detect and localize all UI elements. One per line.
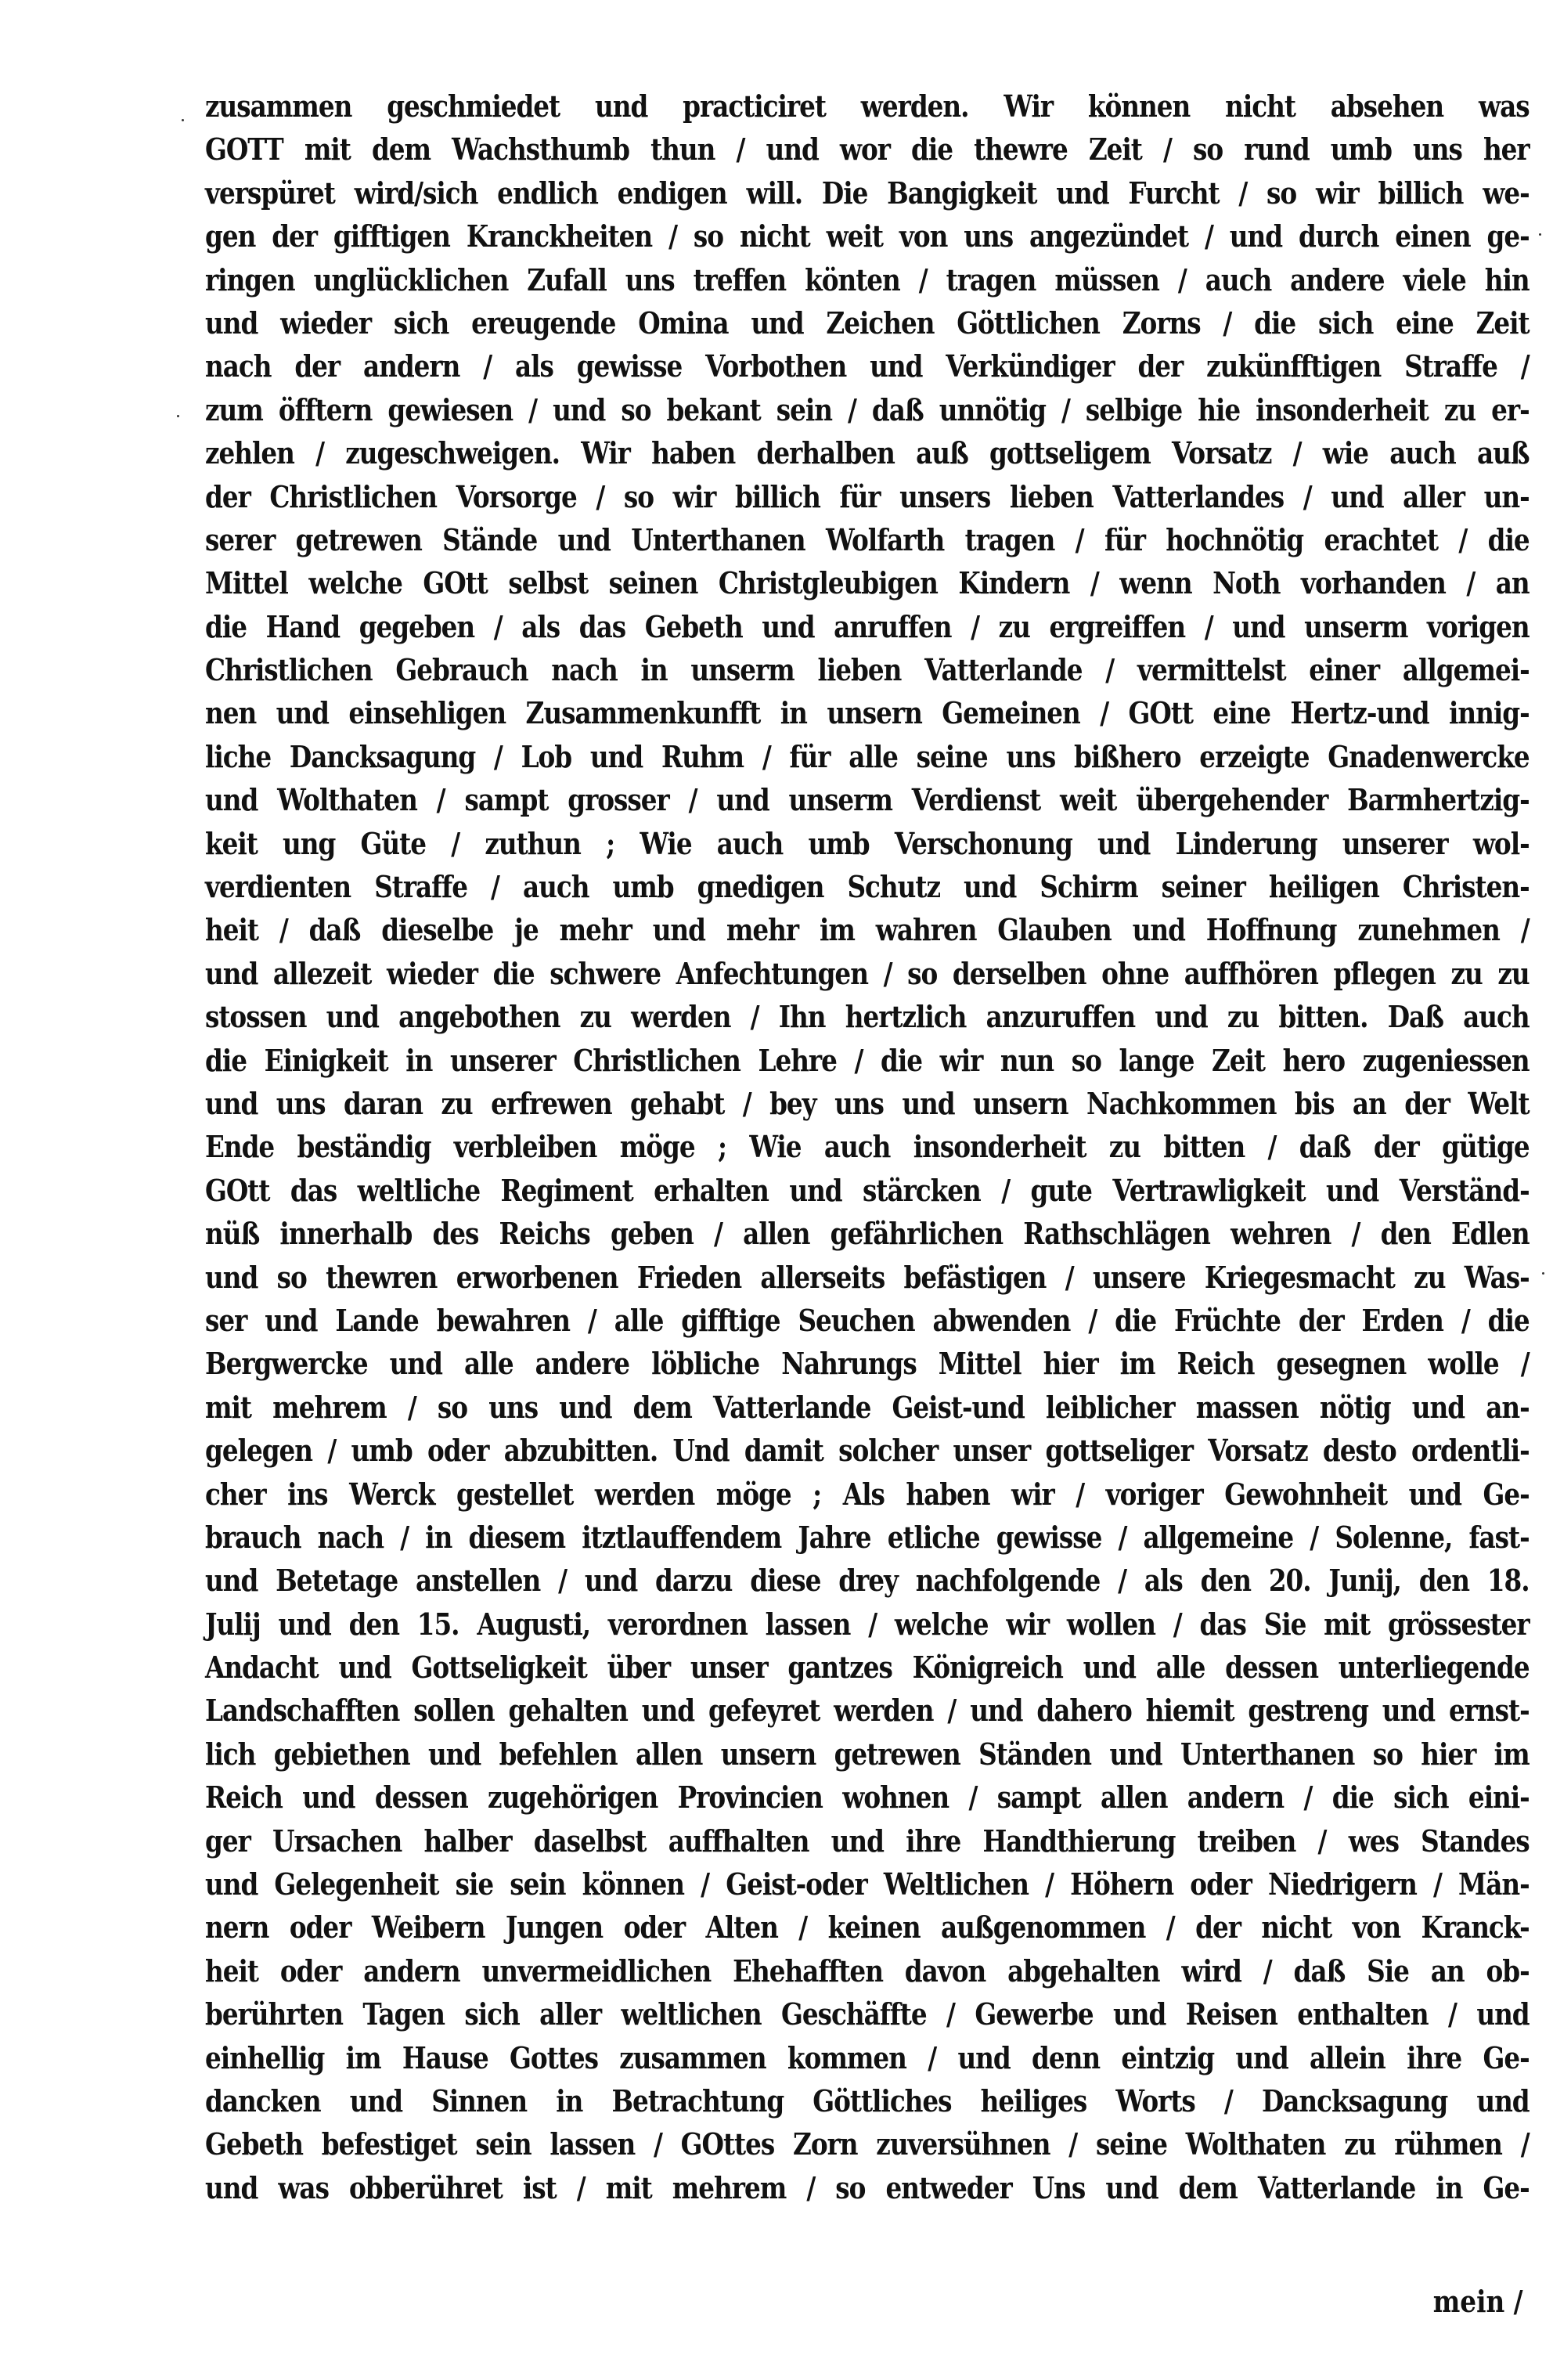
text-line: GOTT mit dem Wachsthumb thun / und wor die thewre Zeit / so rund umb uns her [205, 132, 1530, 168]
text-line: gelegen / umb oder abzubitten. Und damit solcher unser gottseliger Vorsatz desto ordentli- [205, 1433, 1530, 1469]
text-line: und uns daran zu erfrewen gehabt / bey uns und unsern Nachkommen bis an der Welt [205, 1085, 1530, 1121]
text-line: GOtt das weltliche Regiment erhalten und stärcken / gute Vertrawligkeit und Verständ- [205, 1172, 1530, 1208]
catchword: mein / [1433, 2284, 1523, 2319]
text-line: und Wolthaten / sampt grosser / und unserm Verdienst weit übergehender Barmhertzig- [205, 782, 1530, 818]
text-line: cher ins Werck gestellet werden möge ; Als haben wir / voriger Gewohnheit und Ge- [205, 1476, 1530, 1512]
text-line: Julij und den 15. Augusti, verordnen lassen / welche wir wollen / das Sie mit grössester [205, 1606, 1530, 1642]
text-line: Reich und dessen zugehörigen Provincien wohnen / sampt allen andern / die sich eini- [205, 1780, 1530, 1816]
text-line: die Hand gegeben / als das Gebeth und anruffen / zu ergreiffen / und unserm vorigen [205, 608, 1530, 644]
text-line: nern oder Weibern Jungen oder Alten / keinen außgenommen / der nicht von Kranck- [205, 1909, 1530, 1945]
text-line: und wieder sich ereugende Omina und Zeichen Göttlichen Zorns / die sich eine Zeit [205, 305, 1530, 341]
text-line: berührten Tagen sich aller weltlichen Geschäffte / Gewerbe und Reisen enthalten / und [205, 1996, 1530, 2032]
print-speck [1539, 233, 1541, 236]
text-line: und was obberühret ist / mit mehrem / so entweder Uns und dem Vatterlande in Ge- [205, 2169, 1530, 2205]
text-line: nach der andern / als gewisse Vorbothen und Verkündiger der zukünfftigen Straffe / [205, 348, 1530, 384]
text-line: ringen unglücklichen Zufall uns treffen könten / tragen müssen / auch andere viele hin [205, 261, 1530, 298]
text-line: Ende beständig verbleiben möge ; Wie auch insonderheit zu bitten / daß der gütige [205, 1129, 1530, 1165]
text-line: ger Ursachen halber daselbst auffhalten und ihre Handthierung treiben / wes Standes [205, 1823, 1530, 1859]
text-line: und so thewren erworbenen Frieden allerseits befästigen / unsere Kriegesmacht zu Was- [205, 1259, 1530, 1295]
text-line: und Betetage anstellen / und darzu diese drey nachfolgende / als den 20. Junij, den 18. [205, 1563, 1530, 1599]
text-line: gen der gifftigen Kranckheiten / so nicht weit von uns angezündet / und durch einen ge- [205, 218, 1530, 254]
text-line: der Christlichen Vorsorge / so wir billich für unsers lieben Vatterlandes / und aller un- [205, 478, 1530, 514]
text-line: zehlen / zugeschweigen. Wir haben derhalben auß gottseligem Vorsatz / wie auch auß [205, 435, 1530, 471]
text-line: zusammen geschmiedet und practiciret werden. Wir können nicht absehen was [205, 88, 1530, 124]
text-line: heit / daß dieselbe je mehr und mehr im wahren Glauben und Hoffnung zunehmen / [205, 912, 1530, 948]
text-line: Bergwercke und alle andere löbliche Nahrungs Mittel hier im Reich gesegnen wolle / [205, 1346, 1530, 1382]
text-line: verdienten Straffe / auch umb gnedigen Schutz und Schirm seiner heiligen Christen- [205, 869, 1530, 905]
text-line: und Gelegenheit sie sein können / Geist-oder Weltlichen / Höhern oder Niedrigern / Män- [205, 1866, 1530, 1902]
text-line: nüß innerhalb des Reichs geben / allen gefährlichen Rathschlägen wehren / den Edlen [205, 1216, 1530, 1252]
body-text [205, 85, 1530, 2209]
text-line: ser und Lande bewahren / alle gifftige Seuchen abwenden / die Früchte der Erden / die [205, 1302, 1530, 1338]
text-line: brauch nach / in diesem itztlauffendem Jahre etliche gewisse / allgemeine / Solenne, fast- [205, 1519, 1530, 1555]
print-speck [182, 119, 184, 121]
text-line: keit ung Güte / zuthun ; Wie auch umb Verschonung und Linderung unserer wol- [205, 825, 1530, 861]
text-line: Andacht und Gottseligkeit über unser gantzes Königreich und alle dessen unterliegende [205, 1650, 1530, 1686]
text-line: Christlichen Gebrauch nach in unserm lieben Vatterlande / vermittelst einer allgemei- [205, 652, 1530, 688]
text-line: die Einigkeit in unserer Christlichen Lehre / die wir nun so lange Zeit hero zugeniessen [205, 1042, 1530, 1078]
text-line: Landschafften sollen gehalten und gefeyret werden / und dahero hiemit gestreng und ernst- [205, 1693, 1530, 1729]
text-line: und allezeit wieder die schwere Anfechtungen / so derselben ohne auffhören pflegen zu zu [205, 955, 1530, 991]
text-line: Mittel welche GOtt selbst seinen Christgleubigen Kindern / wenn Noth vorhanden / an [205, 565, 1530, 601]
print-speck [177, 415, 179, 417]
text-line: nen und einsehligen Zusammenkunfft in unsern Gemeinen / GOtt eine Hertz-und innig- [205, 695, 1530, 731]
text-line: Gebeth befestiget sein lassen / GOttes Zorn zuversühnen / seine Wolthaten zu rühmen / [205, 2126, 1530, 2162]
text-line: verspüret wird/sich endlich endigen will. Die Bangigkeit und Furcht / so wir billich we- [205, 175, 1530, 211]
text-line: stossen und angebothen zu werden / Ihn hertzlich anzuruffen und zu bitten. Daß auch [205, 999, 1530, 1035]
text-line: zum öfftern gewiesen / und so bekant sein / daß unnötig / selbige hie insonderheit zu er- [205, 391, 1530, 427]
text-line: liche Dancksagung / Lob und Ruhm / für alle seine uns bißhero erzeigte Gnadenwercke [205, 738, 1530, 774]
text-line: einhellig im Hause Gottes zusammen kommen / und denn eintzig und allein ihre Ge- [205, 2039, 1530, 2075]
text-line: lich gebiethen und befehlen allen unsern getrewen Ständen und Unterthanen so hier im [205, 1736, 1530, 1772]
print-speck [1542, 1272, 1544, 1275]
text-line: heit oder andern unvermeidlichen Ehehafften davon abgehalten wird / daß Sie an ob- [205, 1953, 1530, 1989]
text-line: dancken und Sinnen in Betrachtung Göttliches heiliges Worts / Dancksagung und [205, 2082, 1530, 2119]
text-line: mit mehrem / so uns und dem Vatterlande Geist-und leiblicher massen nötig und an- [205, 1389, 1530, 1425]
text-line: serer getrewen Stände und Unterthanen Wolfarth tragen / für hochnötig erachtet / die [205, 521, 1530, 557]
